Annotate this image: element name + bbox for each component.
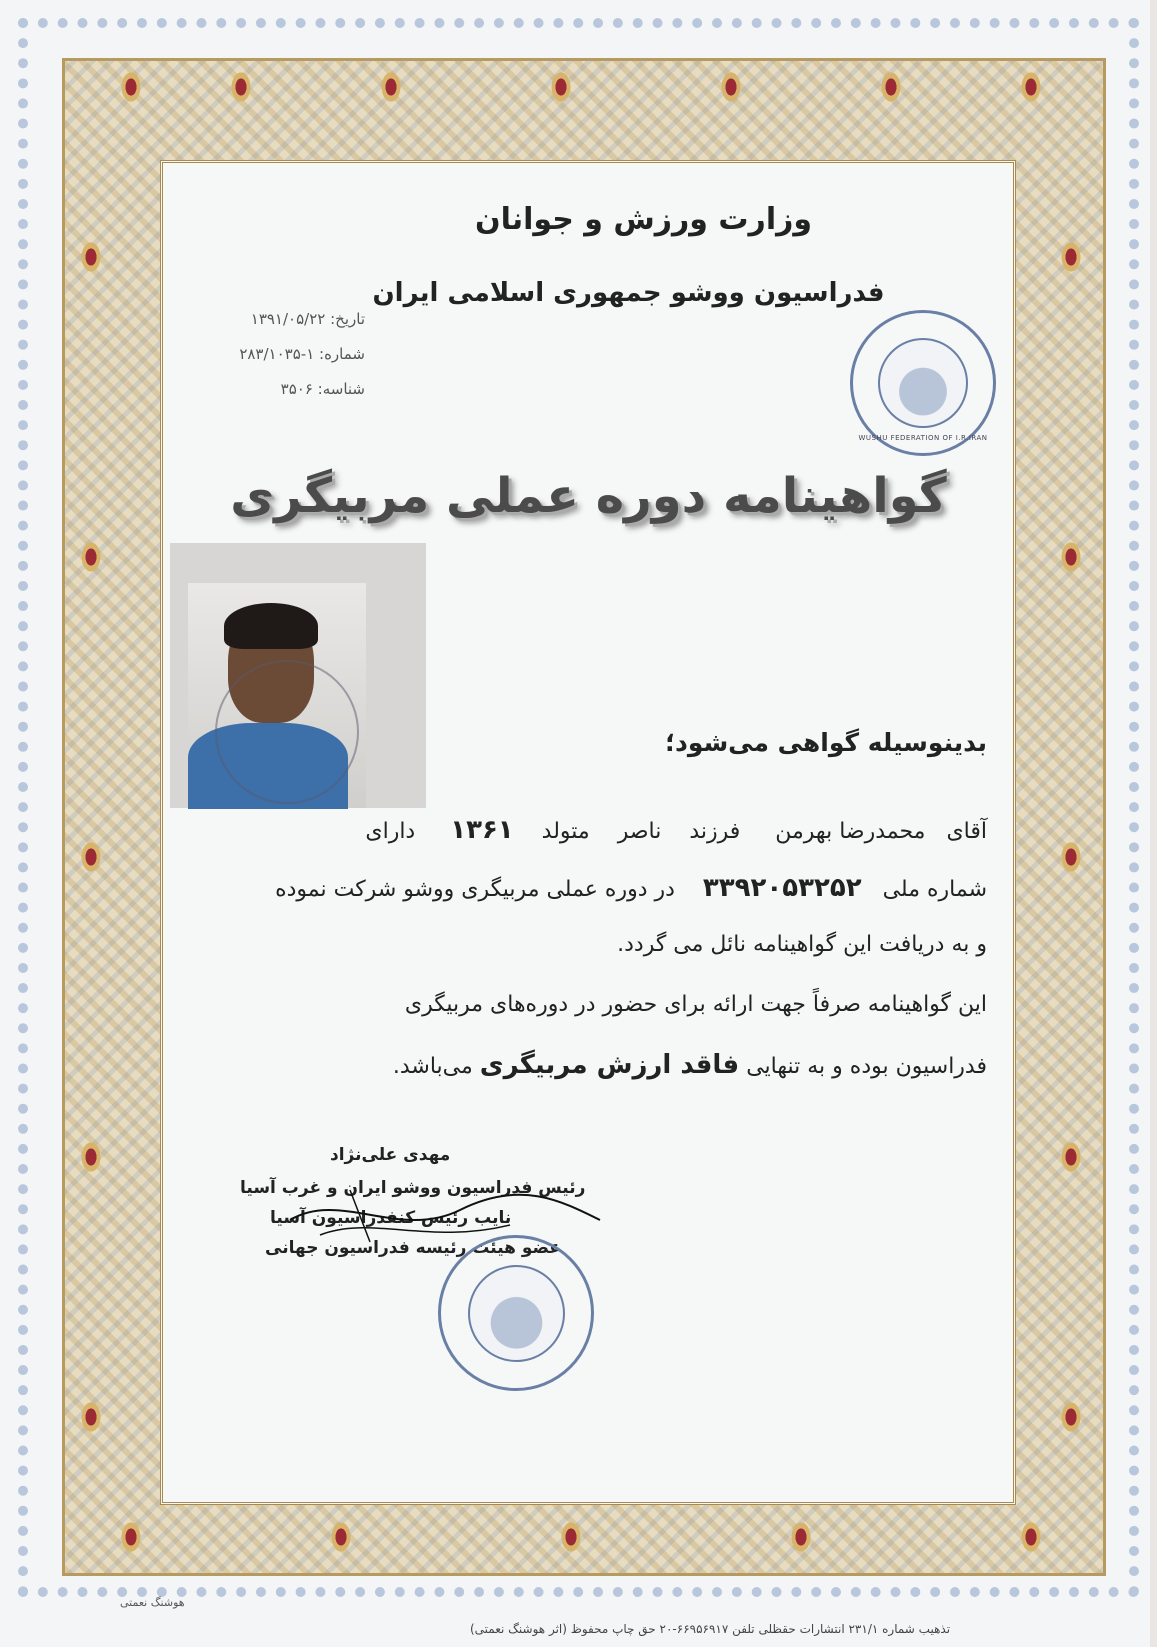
notice-bold: فاقد ارزش مربیگری [479, 1050, 740, 1080]
reference-id: شناسه: ۳۵۰۶ [280, 380, 365, 398]
frame-ornament [1060, 1140, 1082, 1174]
frame-ornament [880, 70, 902, 104]
reference-date: تاریخ: ۱۳۹۱/۰۵/۲۲ [250, 310, 365, 328]
frame-ornament [1060, 540, 1082, 574]
frame-ornament [1020, 1520, 1042, 1554]
frame-ornament [330, 1520, 352, 1554]
national-id-label: شماره ملی [882, 877, 987, 902]
birth-year: ۱۳۶۱ [450, 815, 514, 845]
frame-ornament [1020, 70, 1042, 104]
ministry-heading: وزارت ورزش و جوانان [474, 202, 813, 237]
frame-ornament [1060, 240, 1082, 274]
certification-intro: بدینوسیله گواهی می‌شود؛ [665, 728, 987, 757]
official-stamp [438, 1235, 594, 1391]
frame-ornament [80, 1400, 102, 1434]
frame-ornament [120, 1520, 142, 1554]
frame-ornament [80, 540, 102, 574]
honorific: آقای [946, 819, 987, 844]
frame-ornament [80, 1140, 102, 1174]
child-of-label: فرزند [689, 819, 741, 844]
body-line-2 [275, 873, 987, 903]
print-footer: تذهیب شماره ۲۳۱/۱ انتشارات حقظلی تلفن ۶۶۹۵۶۹۱۷-۲۰ حق چاپ محفوظ (اثر هوشنگ نعمتی) [470, 1622, 951, 1636]
course-text: در دوره عملی مربیگری ووشو شرکت نموده [275, 877, 675, 902]
photo-stamp [215, 660, 359, 804]
national-id: ۳۳۹۲۰۵۳۲۵۲ [702, 873, 862, 903]
signatory-role-2: نایب رئیس کنفدراسیون آسیا [270, 1208, 512, 1228]
certificate-title: گواهینامه دوره عملی مربیگری [230, 468, 947, 524]
frame-ornament [80, 240, 102, 274]
notice-text: فدراسیون بوده و به تنهایی [746, 1054, 987, 1079]
frame-ornament [230, 70, 252, 104]
federation-logo-seal [850, 310, 996, 456]
illuminator-credit: هوشنگ نعمتی [120, 1596, 185, 1609]
signatory-role-1: رئیس فدراسیون ووشو ایران و غرب آسیا [240, 1178, 586, 1198]
father-name: ناصر [617, 819, 662, 844]
frame-ornament [720, 70, 742, 104]
frame-ornament [120, 70, 142, 104]
seal-text: WUSHU FEDERATION OF I.R.IRAN [858, 433, 988, 442]
handwritten-signature [280, 1180, 610, 1250]
reference-number: شماره: ۱-۲۸۳/۱۰۳۵ [239, 345, 365, 363]
frame-ornament [1060, 1400, 1082, 1434]
body-line-5 [393, 1050, 987, 1080]
frame-ornament [1060, 840, 1082, 874]
frame-ornament [560, 1520, 582, 1554]
signatory-role-3: عضو هیئت رئیسه فدراسیون جهانی [265, 1238, 561, 1258]
body-line-1 [365, 815, 987, 845]
holder-name: محمدرضا بهرمن [775, 819, 926, 844]
body-line-4: این گواهینامه صرفاً جهت ارائه برای حضور در دوره‌های مربیگری [404, 992, 987, 1017]
frame-ornament [550, 70, 572, 104]
notice-end: می‌باشد. [392, 1054, 473, 1079]
frame-ornament [380, 70, 402, 104]
has-label: دارای [365, 819, 416, 844]
federation-heading: فدراسیون ووشو جمهوری اسلامی ایران [372, 278, 885, 308]
born-label: متولد [541, 819, 590, 844]
body-line-3: و به دریافت این گواهینامه نائل می گردد. [617, 932, 987, 957]
signatory-name: مهدی علی‌نژاد [330, 1145, 451, 1165]
frame-ornament [790, 1520, 812, 1554]
frame-ornament [80, 840, 102, 874]
